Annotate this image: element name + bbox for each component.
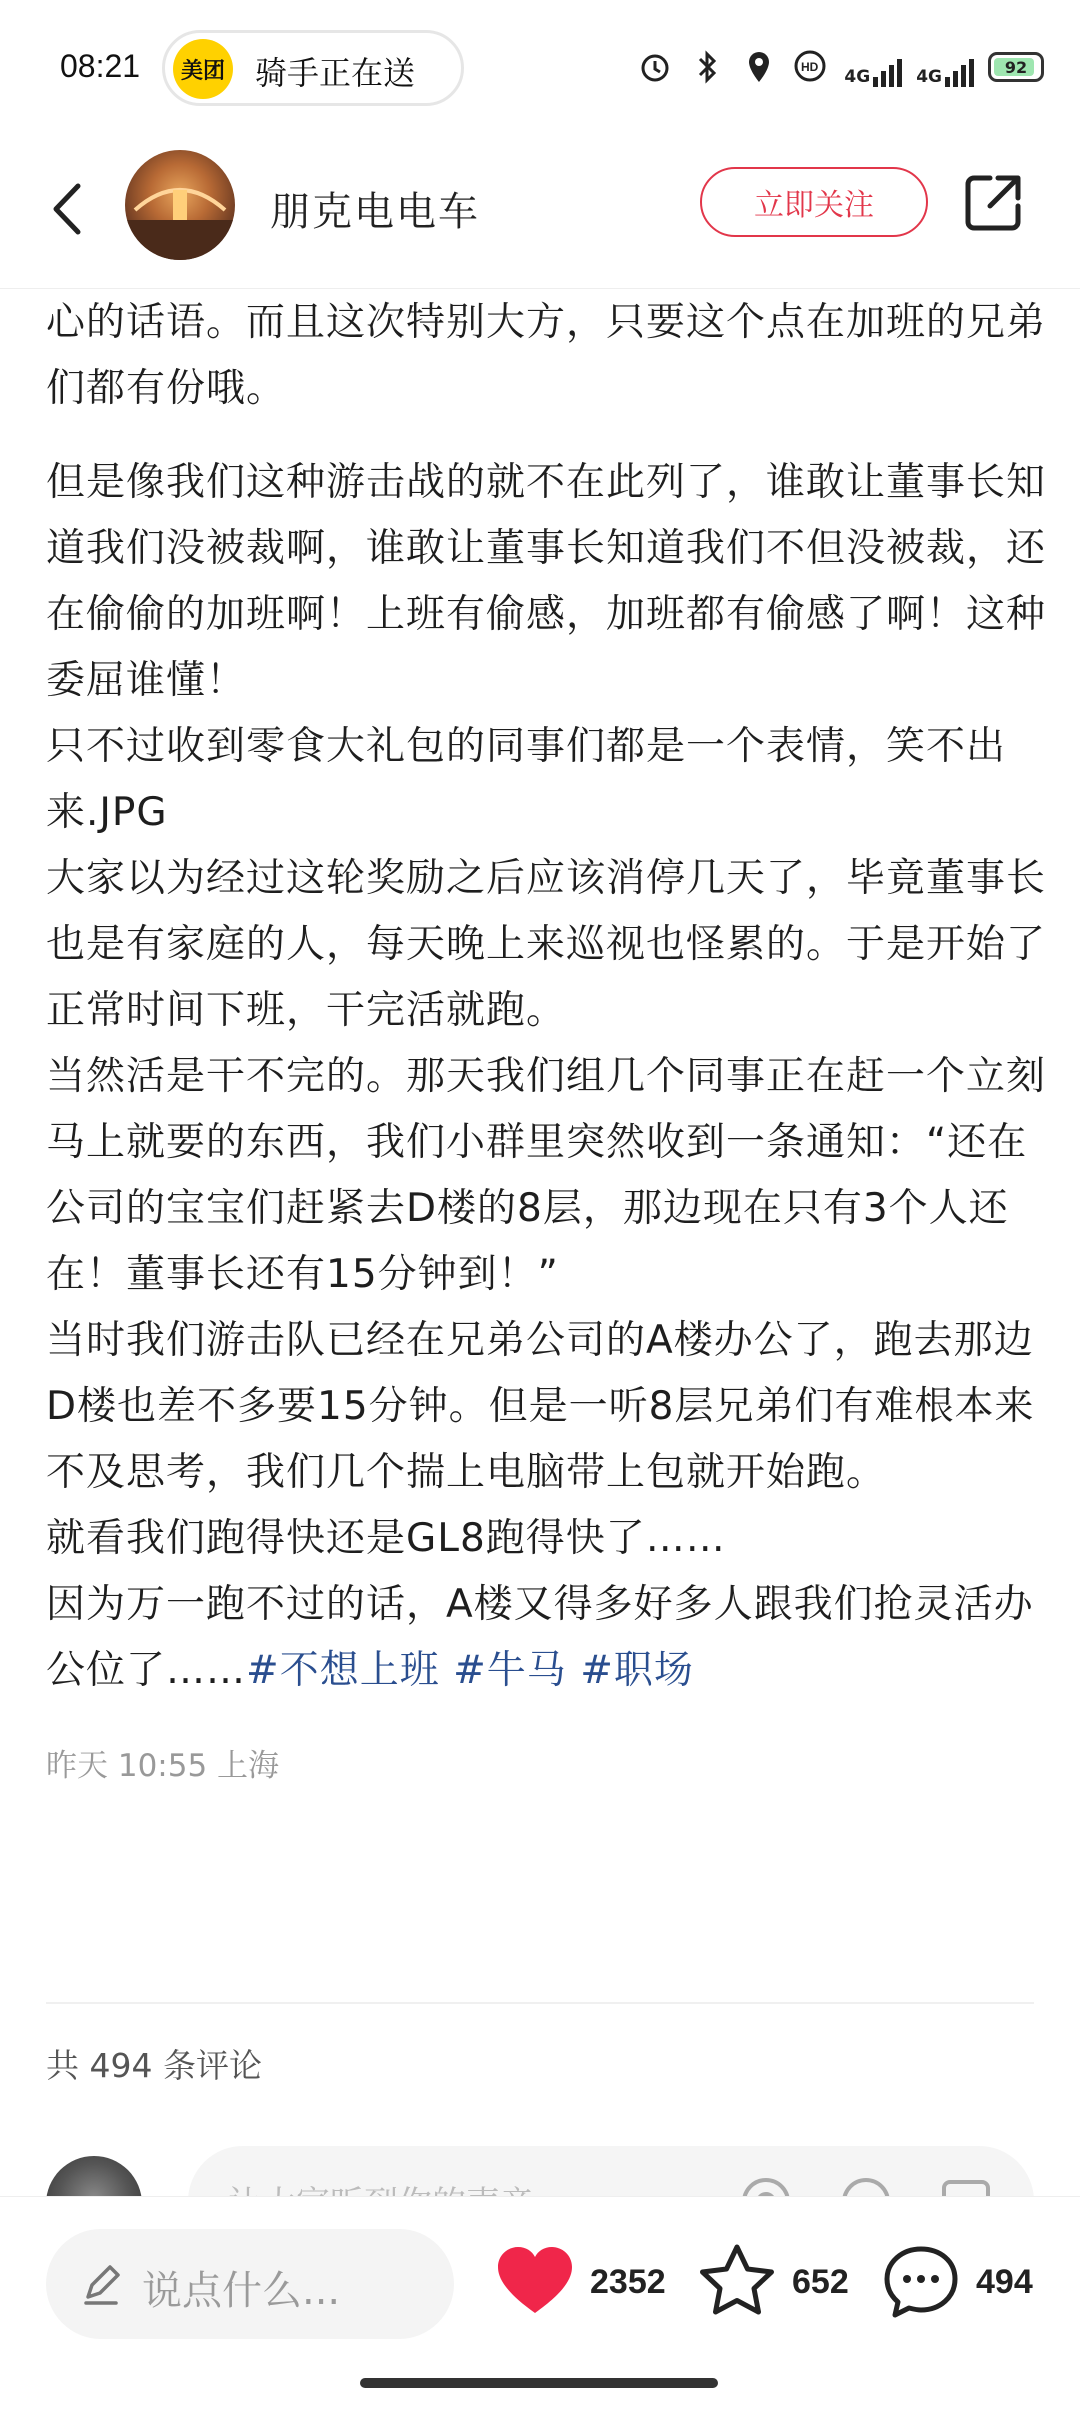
hd-icon <box>792 48 830 86</box>
say-something-placeholder: 说点什么... <box>142 2268 341 2314</box>
post-paragraph: 只不过收到零食大礼包的同事们都是一个表情，笑不出来.JPG <box>46 724 1007 835</box>
clock: 08:21 <box>60 48 141 84</box>
post-paragraph: 心的话语。而且这次特别大方，只要这个点在加班的兄弟们都有份哦。 <box>46 300 1047 411</box>
live-activity-pill[interactable] <box>162 30 464 106</box>
status-icons <box>636 42 1044 92</box>
follow-button[interactable]: 立即关注 <box>700 167 928 237</box>
hashtag-link[interactable]: #职场 <box>580 1648 694 1693</box>
like-button[interactable] <box>494 2237 666 2327</box>
like-count: 2352 <box>590 2262 666 2301</box>
post-paragraph: 当然活是干不完的。那天我们组几个同事正在赶一个立刻马上就要的东西，我们小群里突然收到一条通知：“还在公司的宝宝们赶紧去D楼的8层，那边现在只有3个人还在！董事长还有15分钟到！” <box>46 1054 1047 1297</box>
say-something-input[interactable] <box>46 2229 454 2339</box>
signal-icon-2: 4G <box>916 47 974 87</box>
favorite-button[interactable] <box>696 2237 849 2327</box>
post-paragraph: 大家以为经过这轮奖励之后应该消停几天了，毕竟董事长也是有家庭的人，每天晚上来巡视也怪累的。于是开始了正常时间下班，干完活就跑。 <box>46 856 1047 1033</box>
hashtag-link[interactable]: #牛马 <box>453 1648 567 1693</box>
status-bar <box>0 0 1080 140</box>
post-meta: 昨天 10:55 上海 <box>46 1748 280 1784</box>
home-indicator[interactable] <box>360 2378 718 2388</box>
post-paragraph: 就看我们跑得快还是GL8跑得快了…… <box>46 1516 726 1561</box>
pen-icon <box>76 2259 126 2309</box>
back-icon[interactable] <box>40 174 100 244</box>
share-icon[interactable] <box>960 170 1026 236</box>
location-icon <box>740 48 778 86</box>
post-paragraph: 当时我们游击队已经在兄弟公司的A楼办公了，跑去那边D楼也差不多要15分钟。但是一听8层兄弟们有难根本来不及思考，我们几个揣上电脑带上包就开始跑。 <box>46 1318 1035 1495</box>
svg-text:HD: HD <box>801 60 819 74</box>
comment-count-button: 494 <box>976 2262 1033 2301</box>
post-paragraph: 但是像我们这种游击战的就不在此列了，谁敢让董事长知道我们没被裁啊，谁敢让董事长知道我们不但没被裁，还在偷偷的加班啊！上班有偷感，加班都有偷感了啊！这种委屈谁懂！ <box>46 460 1047 703</box>
favorite-count: 652 <box>792 2262 849 2301</box>
bluetooth-icon <box>688 48 726 86</box>
post-header <box>0 140 1080 289</box>
divider <box>46 2002 1034 2004</box>
heart-icon <box>494 2241 576 2323</box>
post-paragraph-text: 因为万一跑不过的话，A楼又得多好多人跟我们抢灵活办公位了…… <box>46 1582 1034 1693</box>
comment-bubble-icon <box>880 2241 962 2323</box>
alarm-icon <box>636 48 674 86</box>
post-body <box>46 290 1046 1785</box>
battery-icon: 92 <box>988 52 1044 82</box>
live-activity-text: 骑手正在送 <box>255 54 416 92</box>
hashtag-link[interactable]: #不想上班 <box>246 1648 440 1693</box>
comment-count: 共 494 条评论 <box>46 2046 262 2085</box>
star-icon <box>696 2241 778 2323</box>
meituan-logo: 美团 <box>173 39 233 99</box>
signal-icon: 4G <box>844 47 902 87</box>
post-paragraph-last <box>46 1572 1046 1704</box>
comment-button[interactable] <box>880 2237 1033 2327</box>
author-avatar[interactable] <box>125 150 235 260</box>
author-name[interactable]: 朋克电电车 <box>270 189 480 235</box>
